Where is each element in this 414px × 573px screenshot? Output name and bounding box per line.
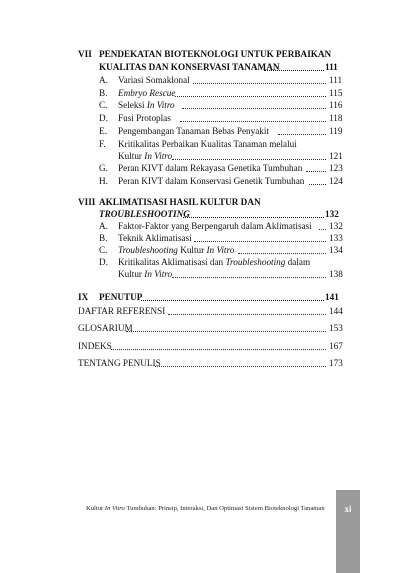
item-title: Teknik Aklimatisasi	[118, 233, 192, 243]
chapter-title-cont: KUALITAS DAN KONSERVASI TANAMAN	[99, 62, 280, 72]
leader-dots	[172, 277, 326, 278]
leader-dots	[319, 229, 326, 230]
item-title: Faktor-Faktor yang Berpengaruh dalam Aklimatisasi	[118, 221, 312, 231]
item-page: 153	[329, 323, 343, 333]
item-title-cont: Kultur	[118, 151, 145, 161]
footer-text: Kultur	[86, 505, 105, 512]
leader-dots	[194, 241, 326, 242]
footer-text: Tumbuhan: Prinsip, Interaksi, Dan Optimasi Sistem Bioteknologi Tanaman	[124, 505, 325, 512]
item-title: GLOSARIUM	[78, 323, 133, 333]
item-letter: F.	[99, 139, 106, 149]
leader-dots	[168, 314, 326, 315]
item-letter: C.	[99, 100, 108, 110]
item-page: 144	[329, 306, 343, 316]
item-page: 133	[329, 233, 343, 243]
item-letter: G.	[99, 163, 108, 173]
leader-dots	[182, 108, 326, 109]
leader-dots	[278, 134, 326, 135]
page-number-tab	[336, 490, 360, 573]
item-title: Kritikalitas Perbaikan Kualitas Tanaman melalui	[118, 139, 297, 149]
item-title-cont: Kultur	[118, 269, 145, 279]
item-title-italic: Troubleshooting	[118, 245, 178, 255]
item-title: Variasi Somaklonal	[118, 75, 190, 85]
leader-dots	[155, 366, 326, 367]
item-title: Seleksi	[118, 100, 147, 110]
item-title: DAFTAR REFERENSI	[78, 306, 166, 316]
leader-dots	[193, 83, 326, 84]
item-title: Peran KIVT dalam Rekayasa Genetika Tumbuhan	[118, 163, 303, 173]
item-title: INDEKS	[78, 341, 112, 351]
leader-dots	[126, 331, 326, 332]
leader-dots	[141, 300, 324, 301]
item-letter: B.	[99, 88, 108, 98]
item-title-italic: In Vitro	[144, 269, 173, 279]
item-letter: D.	[99, 257, 108, 267]
chapter-title-cont: TROUBLESHOOTING	[99, 209, 190, 219]
item-title: Kritikalitas Aklimatisasi dan	[118, 257, 226, 267]
item-page: 116	[329, 100, 343, 110]
item-title: Embryo Rescue	[118, 88, 176, 98]
item-title-italic: In Vitro	[146, 100, 175, 110]
item-page: 118	[329, 113, 343, 123]
item-letter: A.	[99, 221, 108, 231]
item-letter: B.	[99, 233, 108, 243]
leader-dots	[306, 171, 326, 172]
item-page: 119	[329, 126, 343, 136]
item-page: 121	[329, 151, 343, 161]
leader-dots	[238, 253, 326, 254]
item-title: Fusi Protoplas	[118, 113, 171, 123]
leader-dots	[309, 184, 326, 185]
item-page: 115	[329, 88, 343, 98]
item-title: Kultur	[177, 245, 207, 255]
item-title-italic: In Vitro	[144, 151, 173, 161]
item-page: 123	[329, 163, 343, 173]
item-page: 173	[329, 358, 343, 368]
chapter-number: VII	[78, 49, 92, 59]
chapter-page: 111	[325, 62, 338, 72]
page-number: xi	[344, 504, 352, 514]
chapter-page: 141	[325, 292, 339, 302]
item-letter: C.	[99, 245, 108, 255]
item-page: 134	[329, 245, 343, 255]
chapter-number: VIII	[78, 197, 96, 207]
leader-dots	[180, 121, 326, 122]
item-page: 124	[329, 176, 343, 186]
item-title-italic: In Vitro	[206, 245, 235, 255]
leader-dots	[111, 349, 326, 350]
leader-dots	[172, 159, 326, 160]
leader-dots	[264, 70, 324, 71]
leader-dots	[175, 96, 326, 97]
item-letter: D.	[99, 113, 108, 123]
item-title-italic: Troubleshooting	[225, 257, 286, 267]
chapter-number: IX	[78, 292, 89, 302]
chapter-title: PENUTUP	[99, 292, 143, 302]
chapter-page: 132	[325, 209, 339, 219]
chapter-title: PENDEKATAN BIOTEKNOLOGI UNTUK PERBAIKAN	[99, 49, 332, 59]
item-title: Pengembangan Tanaman Bebas Penyakit	[118, 126, 269, 136]
item-title: TENTANG PENULIS	[78, 358, 161, 368]
footer-text-italic: In Vitro	[104, 505, 125, 512]
item-page: 132	[329, 221, 343, 231]
item-title: Peran KIVT dalam Konservasi Genetik Tumbuhan	[118, 176, 305, 186]
item-letter: H.	[99, 176, 108, 186]
item-page: 167	[329, 341, 343, 351]
item-page: 138	[329, 269, 343, 279]
item-title: dalam	[285, 257, 311, 267]
running-footer	[86, 505, 325, 512]
item-letter: A.	[99, 75, 108, 85]
chapter-title: AKLIMATISASI HASIL KULTUR DAN	[99, 197, 261, 207]
item-page: 111	[329, 75, 343, 85]
item-letter: E.	[99, 126, 107, 136]
leader-dots	[183, 217, 324, 218]
